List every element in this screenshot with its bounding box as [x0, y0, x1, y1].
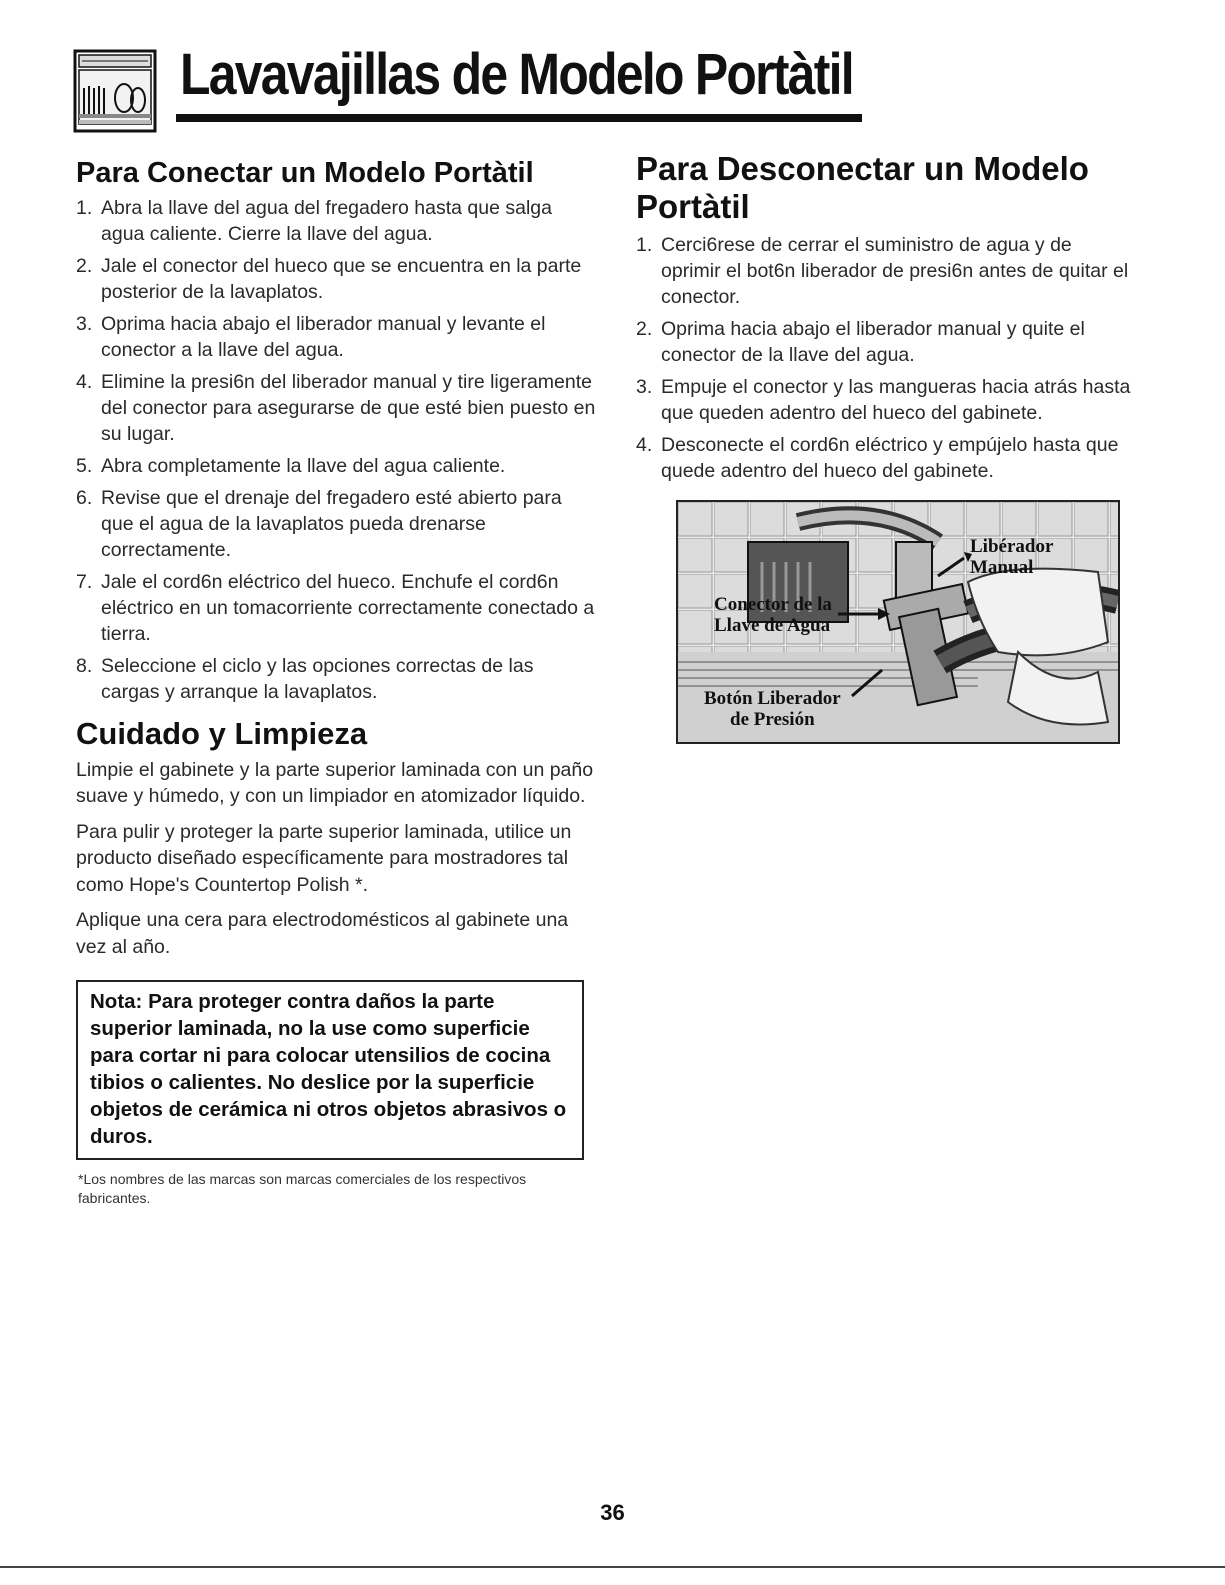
page-title: Lavavajillas de Modelo Portàtil — [180, 42, 853, 107]
disconnect-heading: Para Desconectar un Modelo Portàtil — [636, 150, 1089, 225]
warning-note: Nota: Para proteger contra daños la parte superior laminada, no la use como superficie para cortar ni para colocar utensilios de cocina tibios o calientes. No deslice por la superficie objetos de cerámica ni otros objetos abrasivos o duros. — [76, 980, 584, 1160]
list-item: 4. Elimine la presi6n del liberador manual y tire ligeramente del conector para asegurarse de que esté bien puesto en su lugar. — [76, 371, 596, 446]
list-item: 3. Empuje el conector y las mangueras hacia atrás hasta que queden adentro del hueco del gabinete. — [636, 376, 1131, 424]
care-paragraph: Aplique una cera para electrodomésticos al gabinete una vez al año. — [76, 909, 569, 958]
title-underline — [176, 114, 862, 122]
right-column — [636, 150, 1136, 490]
bottom-divider — [0, 1566, 1225, 1568]
disconnect-steps — [636, 232, 1136, 484]
page-header — [72, 36, 862, 136]
page-number: 36 — [600, 1500, 625, 1525]
connect-steps — [76, 195, 596, 705]
dishwasher-icon — [72, 48, 158, 134]
list-item: 6. Revise que el drenaje del fregadero esté abierto para que el agua de la lavaplatos pueda drenarse correctamente. — [76, 487, 562, 562]
manual-release-label: Libérador Manual — [970, 536, 1054, 578]
care-heading: Cuidado y Limpieza — [76, 716, 368, 752]
care-paragraph: Limpie el gabinete y la parte superior laminada con un paño suave y húmedo, y con un limpiador en atomizador líquido. — [76, 758, 594, 808]
connect-heading: Para Conectar un Modelo Portàtil — [76, 157, 534, 189]
left-column — [76, 158, 596, 1208]
footnote: *Los nombres de las marcas son marcas comerciales de los respectivos fabricantes. — [78, 1171, 527, 1207]
list-item: 7. Jale el cord6n eléctrico del hueco. Enchufe el cord6n eléctrico en un tomacorriente correctamente conectado a tierra. — [76, 571, 595, 646]
pressure-release-button-label: Botón Liberador de Presión — [704, 688, 841, 730]
faucet-connector-label: Conector de la Llave de Agua — [714, 594, 832, 636]
list-item: 8. Seleccione el ciclo y las opciones correctas de las cargas y arranque la lavaplatos. — [76, 655, 534, 704]
list-item: 2. Oprima hacia abajo el liberador manual y quite el conector de la llave del agua. — [636, 318, 1085, 366]
list-item: 1. Cerci6rese de cerrar el suministro de agua y de oprimir el bot6n liberador de presi6n antes de quitar el conector. — [636, 234, 1129, 308]
list-item: 3. Oprima hacia abajo el liberador manual y levante el conector a la llave del agua. — [76, 313, 546, 362]
list-item: 2. Jale el conector del hueco que se encuentra en la parte posterior de la lavaplatos. — [76, 255, 582, 304]
list-item: 5. Abra completamente la llave del agua caliente. — [76, 455, 506, 478]
faucet-connector-illustration — [676, 500, 1120, 744]
list-item: 1. Abra la llave del agua del fregadero hasta que salga agua caliente. Cierre la llave del agua. — [76, 197, 552, 246]
list-item: 4. Desconecte el cord6n eléctrico y empújelo hasta que quede adentro del hueco del gabinete. — [636, 434, 1119, 482]
care-paragraph: Para pulir y proteger la parte superior laminada, utilice un producto diseñado específicamente para mostradores tal como Hope's Countertop Polish *. — [76, 820, 572, 896]
